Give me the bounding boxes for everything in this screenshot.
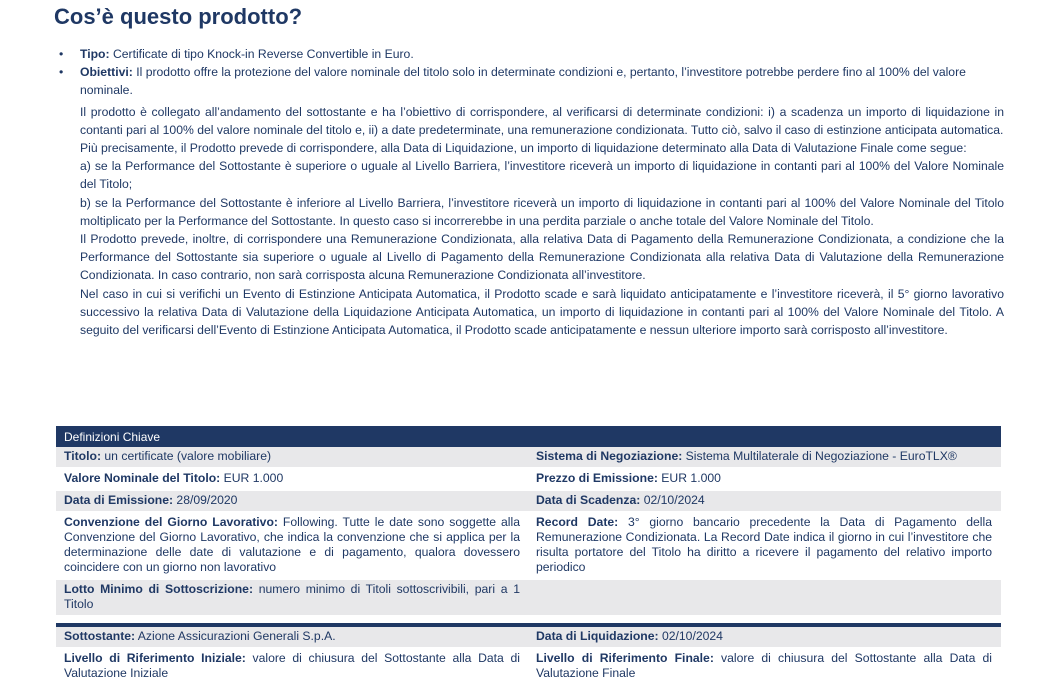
cell-label: Livello di Riferimento Finale: bbox=[536, 651, 714, 665]
cell-value: un certificate (valore mobiliare) bbox=[101, 449, 272, 463]
cell-value: Azione Assicurazioni Generali S.p.A. bbox=[135, 629, 336, 643]
paragraph: Il Prodotto prevede, inoltre, di corrispondere una Remunerazione Condizionata, alla relativa Data di Pagamento della Remunerazione Condizionata, a condizione che la Performance del Sottostante sia superiore o uguale al Livello di Pagamento della Remunerazione Condizionata alla relativa Data di Valutazione della Remunerazione Condizionata. In caso contrario, non sarà corrisposta alcuna Remunerazione Condizionata all’investitore. bbox=[80, 232, 1004, 283]
cell-value: 02/10/2024 bbox=[640, 493, 705, 507]
paragraph: b) se la Performance del Sottostante è inferiore al Livello Barriera, l’investitore riceverà un importo di liquidazione in contanti pari al 100% del Valore Nominale del Titolo moltiplicato per la Performance del Sottostante. In questo caso si incorrerebbe in una perdita parziale o anche totale del Valore Nominale del Titolo. bbox=[80, 195, 1004, 228]
paragraph: Più precisamente, il Prodotto prevede di corrispondere, alla Data di Liquidazione, un importo di liquidazione determinato alla Data di Valutazione Finale come segue: bbox=[80, 141, 967, 156]
table-header: Definizioni Chiave bbox=[56, 426, 1001, 447]
cell-label: Sottostante: bbox=[64, 629, 136, 643]
table-cell bbox=[528, 491, 1000, 511]
cell-label: Data di Liquidazione: bbox=[536, 629, 659, 643]
cell-value: 3° giorno bancario precedente la Data di Pagamento della Remunerazione Condizionata. La Record Date indica il giorno in cui l’investitore che risulta portatore del Titolo ha diritto a ricevere il pagamento del relativo importo periodico bbox=[536, 515, 992, 574]
cell-value: 28/09/2020 bbox=[173, 493, 238, 507]
cell-label: Livello di Riferimento Iniziale: bbox=[64, 651, 246, 665]
cell-label: Data di Scadenza: bbox=[536, 493, 641, 507]
cell-label: Data di Emissione: bbox=[64, 493, 174, 507]
cell-value: Following. Tutte le date sono soggette alla Convenzione del Giorno Lavorativo, che indica la convenzione che si applica per la determinazione delle date di valutazione e di pagamento, qualora dovessero coincidere con un giorno non lavorativo bbox=[64, 515, 520, 574]
bullet-text: Il prodotto offre la protezione del valore nominale del titolo solo in determinate condizioni e, pertanto, l’investitore potrebbe perdere fino al 100% del valore nominale. bbox=[80, 65, 966, 98]
table-cell bbox=[528, 580, 1000, 615]
cell-label: Record Date: bbox=[536, 515, 619, 529]
cell-value: valore di chiusura del Sottostante alla Data di Valutazione Iniziale bbox=[64, 651, 520, 680]
table-row bbox=[56, 469, 1001, 491]
table-cell bbox=[528, 649, 1000, 684]
cell-label: Prezzo di Emissione: bbox=[536, 471, 658, 485]
bullet-icon: • bbox=[59, 65, 64, 80]
paragraph: Nel caso in cui si verifichi un Evento di Estinzione Anticipata Automatica, il Prodotto scade e sarà liquidato anticipatamente e l’investitore riceverà, il 5° giorno lavorativo successivo la relativa Data di Valutazione della Liquidazione Anticipata Automatica, un importo di liquidazione in contanti pari al 100% del Valore Nominale del Titolo. A seguito del verificarsi dell’Evento di Estinzione Anticipata Automatica, il Prodotto scade anticipatamente e nessun ulteriore importo sarà corrisposto all’investitore. bbox=[80, 286, 1004, 338]
key-definitions-table bbox=[56, 426, 1001, 686]
table-cell bbox=[56, 513, 528, 578]
table-cell bbox=[56, 491, 528, 511]
cell-value: EUR 1.000 bbox=[657, 471, 721, 485]
cell-label: Valore Nominale del Titolo: bbox=[64, 471, 221, 485]
paragraph: Il prodotto è collegato all’andamento del sottostante e ha l’obiettivo di corrispondere, al verificarsi di determinate condizioni: i) a scadenza un importo di liquidazione in contanti pari al 100% del valore nominale del titolo e, ii) a date predeterminate, una remunerazione condizionata. Tutto ciò, salvo il caso di estinzione anticipata automatica. bbox=[80, 104, 1004, 137]
table-row bbox=[56, 627, 1001, 649]
cell-value: EUR 1.000 bbox=[220, 471, 284, 485]
table-cell bbox=[528, 627, 1000, 647]
bullet-label: Tipo: bbox=[80, 47, 110, 61]
table-row bbox=[56, 491, 1001, 513]
table-cell bbox=[528, 513, 1000, 578]
bullet-label: Obiettivi: bbox=[80, 65, 133, 80]
product-description bbox=[54, 45, 1004, 339]
bullet-text: Certificate di tipo Knock-in Reverse Convertible in Euro. bbox=[109, 47, 414, 61]
cell-value: 02/10/2024 bbox=[658, 629, 723, 643]
bullet-item-obiettivi bbox=[54, 63, 1004, 99]
table-cell bbox=[56, 627, 528, 647]
cell-label: Sistema di Negoziazione: bbox=[536, 449, 683, 463]
section-title: Cos’è questo prodotto? bbox=[54, 4, 303, 29]
paragraph: a) se la Performance del Sottostante è superiore o uguale al Livello Barriera, l’investitore riceverà un importo di liquidazione in contanti pari al 100% del Valore Nominale del Titolo; bbox=[80, 159, 1004, 192]
bullet-item-tipo bbox=[54, 45, 1004, 63]
table-row bbox=[56, 580, 1001, 617]
table-row bbox=[56, 649, 1001, 686]
table-cell bbox=[56, 649, 528, 684]
table-cell bbox=[56, 469, 528, 489]
table-cell bbox=[56, 447, 528, 467]
table-cell bbox=[528, 469, 1000, 489]
table-cell bbox=[56, 580, 528, 615]
table-row bbox=[56, 513, 1001, 580]
cell-value: valore di chiusura del Sottostante alla Data di Valutazione Finale bbox=[536, 651, 992, 680]
table-cell bbox=[528, 447, 1000, 467]
bullet-icon: • bbox=[59, 47, 64, 61]
cell-value: Sistema Multilaterale di Negoziazione - EuroTLX® bbox=[682, 449, 957, 463]
cell-label: Titolo: bbox=[64, 449, 102, 463]
table-row bbox=[56, 447, 1001, 469]
cell-label: Convenzione del Giorno Lavorativo: bbox=[64, 515, 278, 529]
cell-value: numero minimo di Titoli sottoscrivibili, pari a 1 Titolo bbox=[64, 582, 520, 611]
cell-label: Lotto Minimo di Sottoscrizione: bbox=[64, 582, 254, 596]
